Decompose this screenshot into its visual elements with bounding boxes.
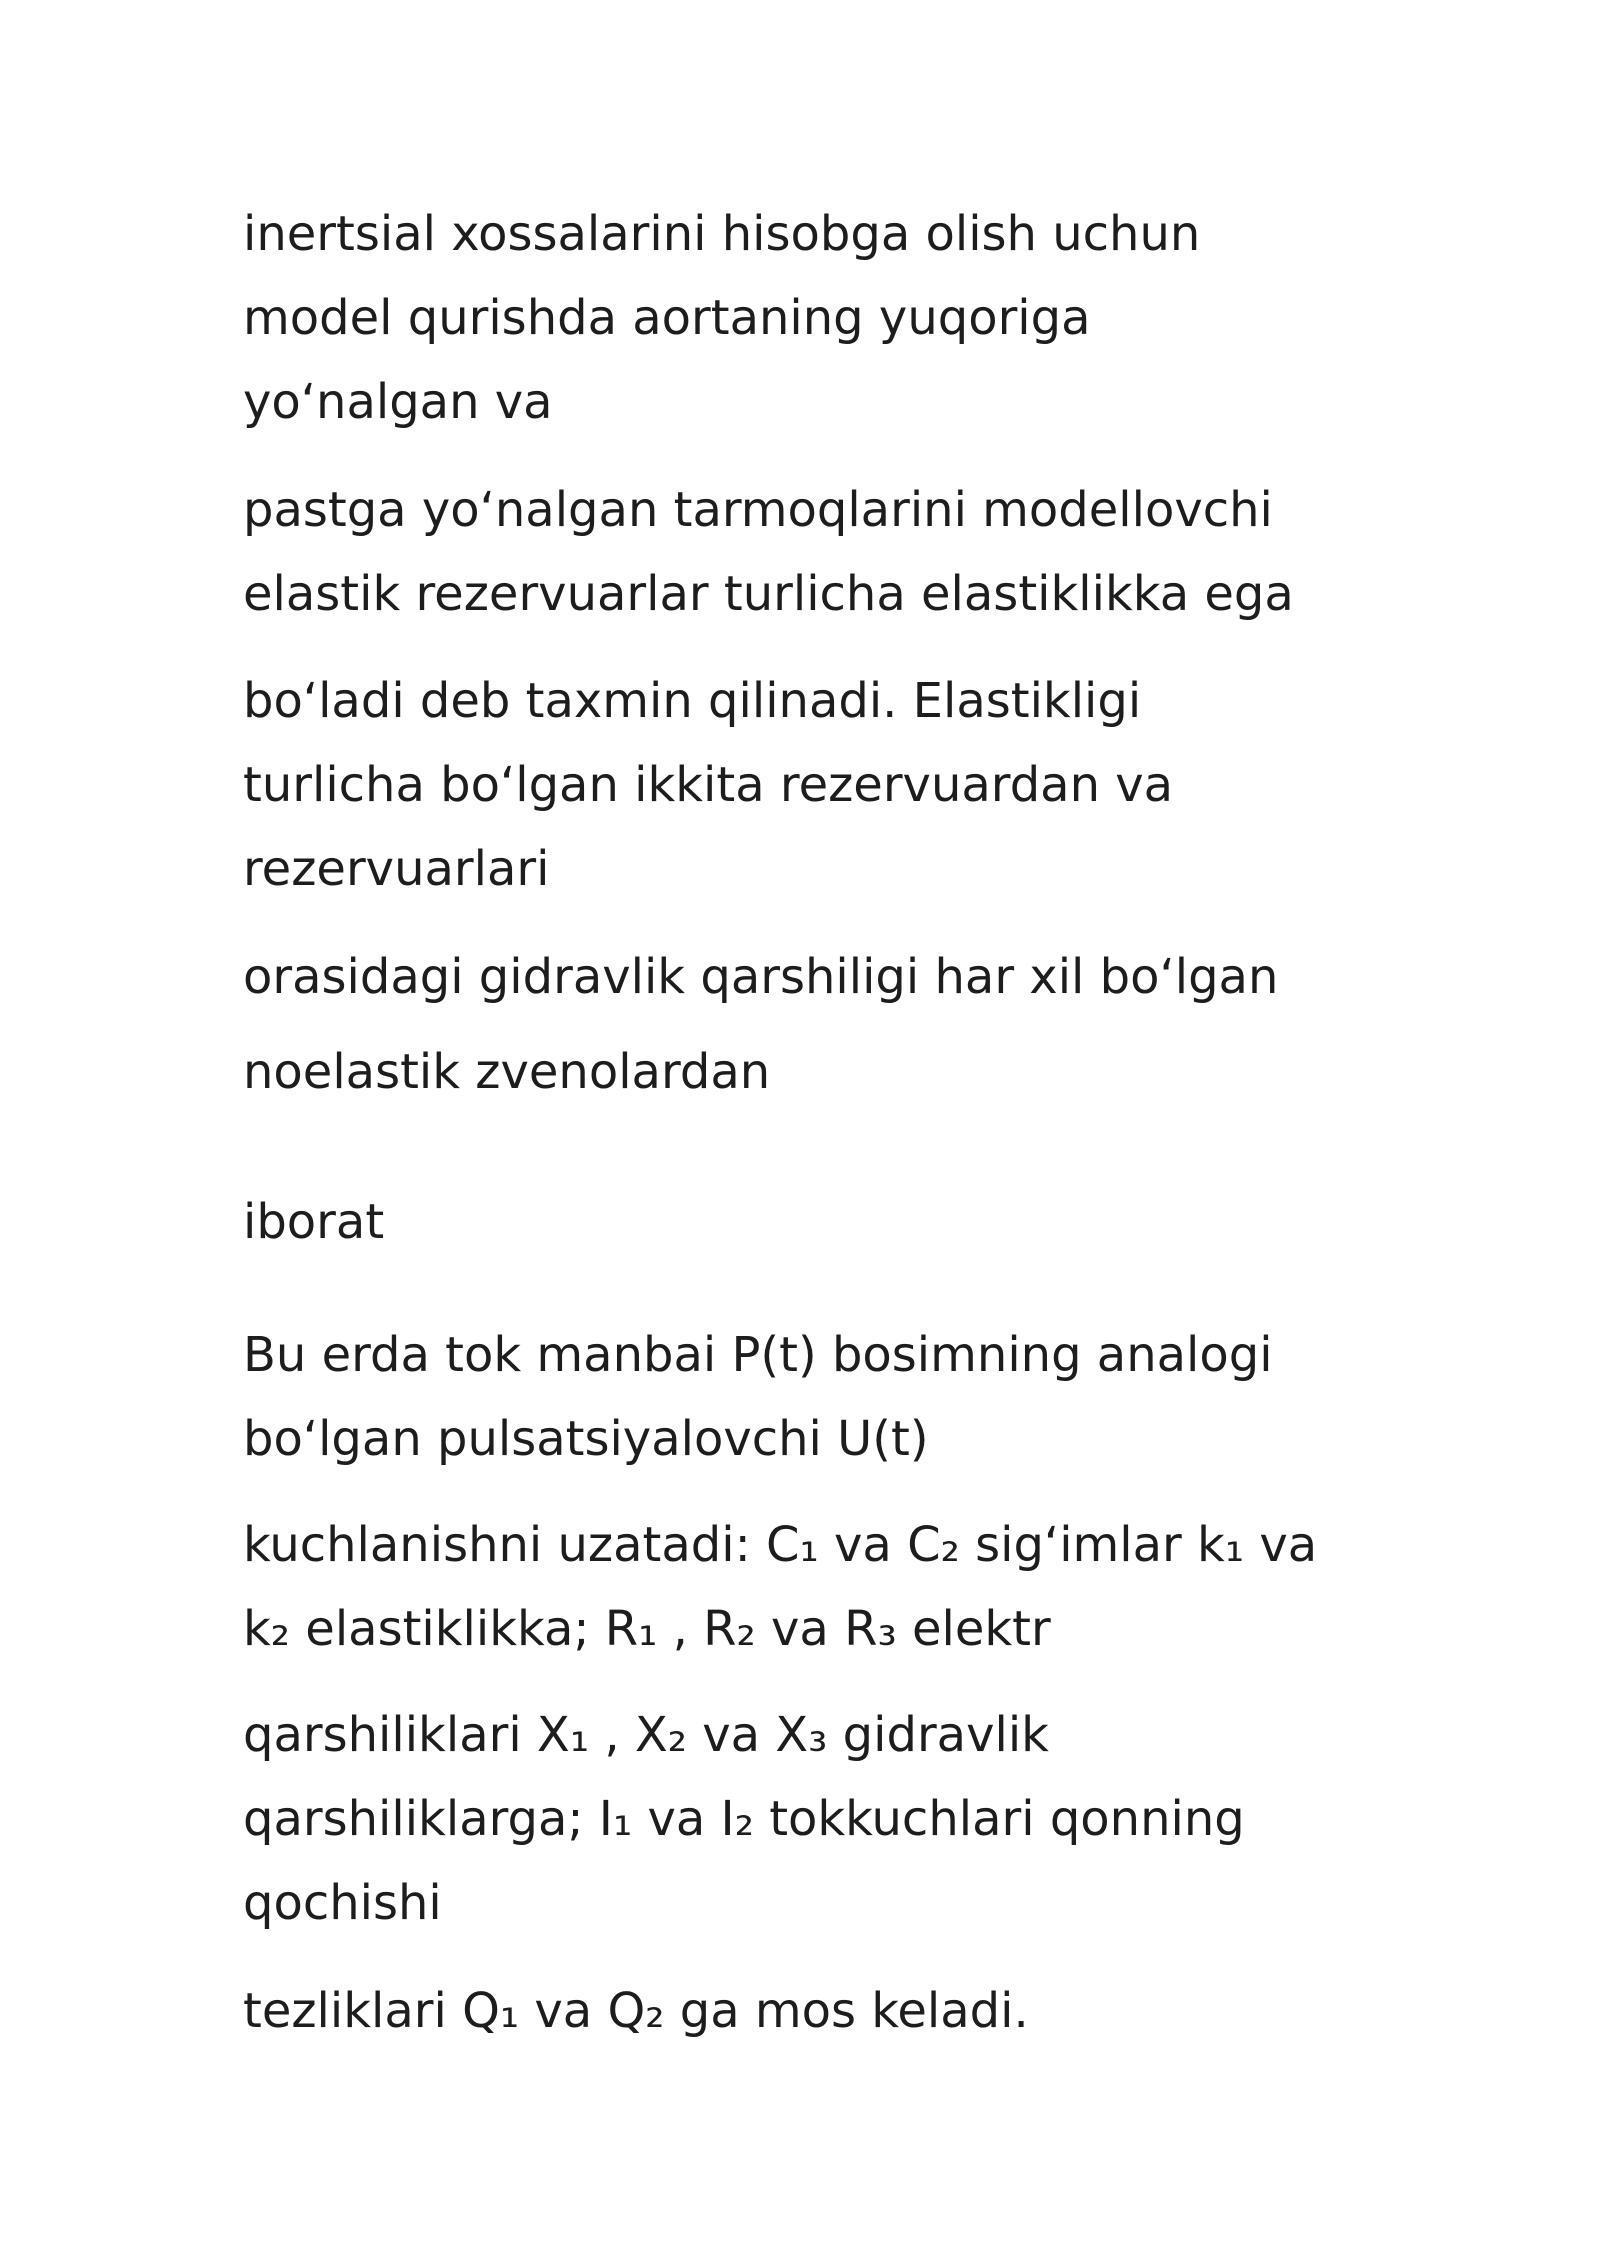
text-line: noelastik zvenolardan [243,1044,771,1100]
paragraph-1 [243,192,1423,444]
paragraph-4 [243,935,1423,1019]
paragraph-2 [243,468,1423,636]
text-line: qarshiliklari X₁ , X₂ va X₃ gidravlik [243,1707,1049,1763]
text-line: kuchlanishni uzatadi: C₁ va C₂ sig‘imlar k₁ va [243,1517,1318,1573]
paragraph-8 [243,1503,1423,1671]
text-line: qarshiliklarga; I₁ va I₂ tokkuchlari qonning [243,1791,1245,1847]
text-line: orasidagi gidravlik qarshiligi har xil bo‘lgan [243,949,1279,1005]
text-line: tezliklari Q₁ va Q₂ ga mos keladi. [243,1983,1029,2039]
text-line: bo‘ladi deb taxmin qilinadi. Elastikligi [243,673,1142,729]
paragraph-6 [243,1180,1423,1264]
text-line: turlicha bo‘lgan ikkita rezervuardan va [243,757,1174,813]
paragraph-7 [243,1313,1423,1481]
text-line: iborat [243,1194,385,1250]
text-line: yo‘nalgan va [243,374,553,430]
paragraph-3 [243,659,1423,911]
text-line: model qurishda aortaning yuqoriga [243,290,1091,346]
paragraph-5 [243,1030,1423,1114]
text-line: qochishi [243,1875,442,1931]
paragraph-10 [243,1969,1423,2053]
text-line: inertsial xossalarini hisobga olish uchun [243,206,1201,262]
text-line: k₂ elastiklikka; R₁ , R₂ va R₃ elektr [243,1601,1051,1657]
text-line: Bu erda tok manbai P(t) bosimning analogi [243,1327,1273,1383]
text-line: rezervuarlari [243,841,550,897]
text-line: bo‘lgan pulsatsiyalovchi U(t) [243,1411,929,1467]
text-line: elastik rezervuarlar turlicha elastiklikka ega [243,566,1294,622]
paragraph-9 [243,1693,1423,1945]
text-line: pastga yo‘nalgan tarmoqlarini modellovchi [243,482,1273,538]
